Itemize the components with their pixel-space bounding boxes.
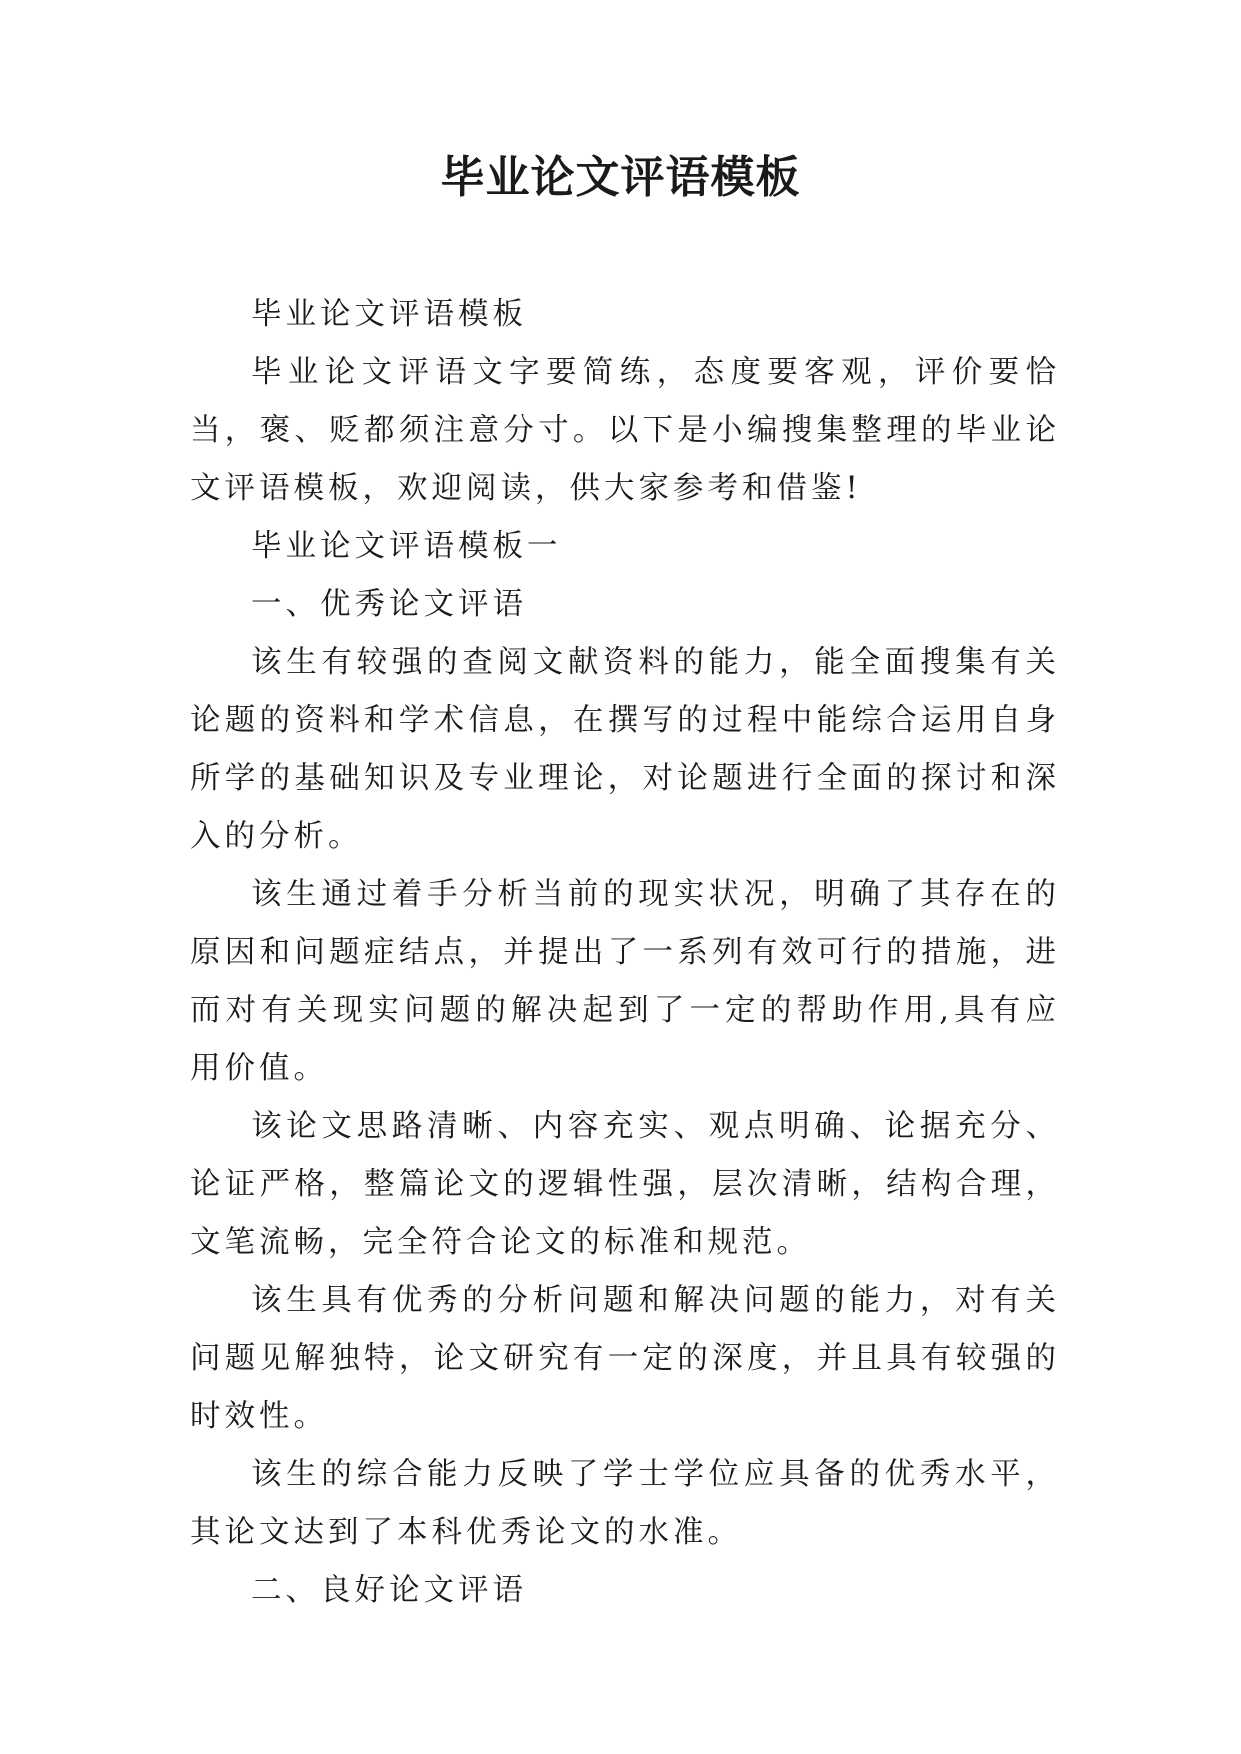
document-body xyxy=(190,286,1060,1620)
paragraph-excellent-5: 该生的综合能力反映了学士学位应具备的优秀水平，其论文达到了本科优秀论文的水准。 xyxy=(190,1457,1060,1550)
paragraph-template-one-heading: 毕业论文评语模板一 xyxy=(251,529,562,564)
document-title: 毕业论文评语模板 xyxy=(440,152,801,203)
paragraph-excellent-1: 该生有较强的查阅文献资料的能力，能全面搜集有关论题的资料和学术信息，在撰写的过程中能综合运用自身所学的基础知识及专业理论，对论题进行全面的探讨和深入的分析。 xyxy=(190,645,1060,854)
paragraph-intro: 毕业论文评语文字要简练，态度要客观，评价要恰当，褒、贬都须注意分寸。以下是小编搜集整理的毕业论文评语模板，欢迎阅读，供大家参考和借鉴! xyxy=(190,355,1060,506)
section-heading-excellent: 一、优秀论文评语 xyxy=(251,587,527,622)
paragraph-excellent-3: 该论文思路清晰、内容充实、观点明确、论据充分、论证严格，整篇论文的逻辑性强，层次清晰，结构合理，文笔流畅，完全符合论文的标准和规范。 xyxy=(190,1109,1060,1260)
section-heading-good: 二、良好论文评语 xyxy=(251,1573,527,1608)
paragraph-subtitle: 毕业论文评语模板 xyxy=(251,297,527,332)
paragraph-excellent-2: 该生通过着手分析当前的现实状况，明确了其存在的原因和问题症结点，并提出了一系列有效可行的措施，进而对有关现实问题的解决起到了一定的帮助作用,具有应用价值。 xyxy=(190,877,1060,1086)
paragraph-excellent-4: 该生具有优秀的分析问题和解决问题的能力，对有关问题见解独特，论文研究有一定的深度，并且具有较强的时效性。 xyxy=(190,1283,1060,1434)
